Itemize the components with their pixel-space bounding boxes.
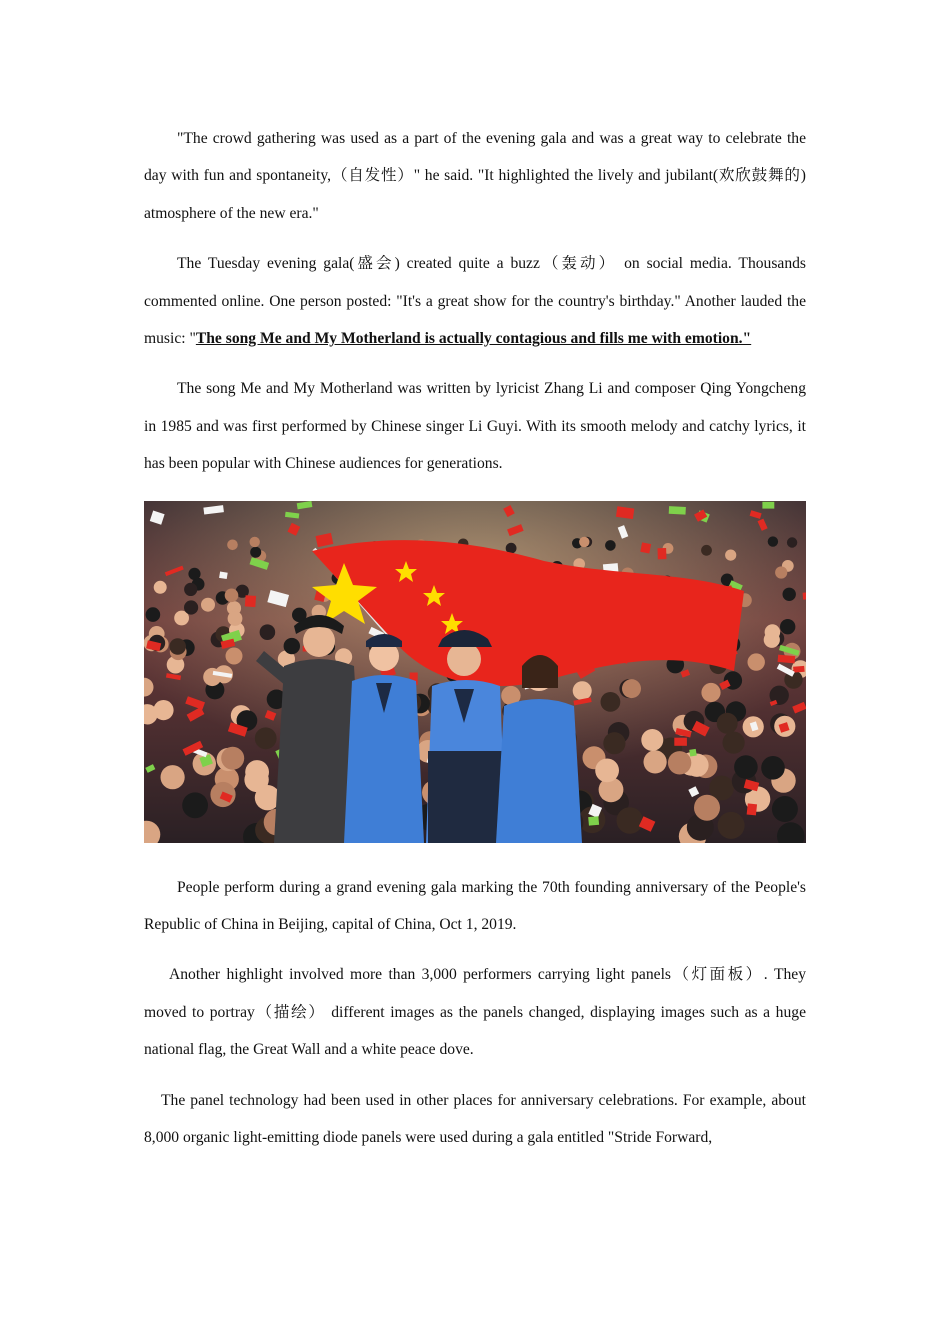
gala-photo-illustration — [144, 501, 806, 843]
crowd-head — [182, 792, 208, 818]
crowd-head — [644, 750, 667, 773]
crowd-head — [668, 751, 691, 774]
crowd-head — [221, 746, 244, 769]
crowd-flag-fleck — [245, 595, 256, 607]
crowd-flag-fleck — [674, 737, 687, 745]
crowd-head — [245, 760, 269, 784]
crowd-head — [617, 807, 644, 834]
crowd-head — [579, 536, 589, 546]
performer-head — [303, 625, 335, 657]
crowd-head — [734, 755, 758, 779]
paragraph-song-history: The song Me and My Motherland was written by lyricist Zhang Li and composer Qing Yongcheng in 1985 and was first performed by Chinese singer Li Guyi. With its smooth melody and catchy lyrics, it has been popular with Chinese audiences for generations. — [144, 380, 806, 473]
crowd-head — [775, 566, 787, 578]
crowd-head — [605, 540, 616, 551]
crowd-head — [255, 727, 277, 749]
photo-caption: People perform during a grand evening gala marking the 70th founding anniversary of the People's Republic of China in Beijing, capital of China, Oct 1, 2019. — [144, 878, 806, 934]
crowd-head — [694, 794, 720, 820]
crowd-head — [169, 638, 186, 655]
crowd-head — [748, 653, 765, 670]
crowd-head — [780, 619, 795, 634]
crowd-head — [161, 765, 185, 789]
crowd-flag-fleck — [669, 506, 686, 515]
article-body — [144, 120, 806, 1157]
crowd-flag-fleck — [588, 816, 599, 825]
crowd-flag-fleck — [793, 665, 805, 672]
crowd-flag-fleck — [747, 803, 757, 815]
crowd-head — [203, 668, 221, 686]
crowd-head — [718, 812, 745, 839]
crowd-head — [260, 624, 276, 640]
crowd-head — [573, 681, 592, 700]
crowd-head — [184, 600, 198, 614]
crowd-flag-fleck — [658, 548, 667, 559]
paragraph-gala-buzz — [144, 245, 806, 357]
crowd-head — [595, 758, 619, 782]
crowd-head — [225, 588, 239, 602]
crowd-head — [184, 582, 197, 595]
emphasized-quote: The song Me and My Motherland is actually contagious and fills me with emotion." — [195, 330, 752, 348]
crowd-head — [641, 729, 663, 751]
paragraph-light-panels: Another highlight involved more than 3,000 performers carrying light panels（灯面板）. They moved to portray（描绘） different images as the panels changed, displaying images such as a huge national flag, the Great Wall and a white peace dove. — [144, 966, 806, 1059]
crowd-flag-fleck — [762, 501, 774, 508]
crowd-flag-fleck — [689, 749, 697, 757]
crowd-head — [761, 756, 785, 780]
crowd-head — [601, 692, 621, 712]
crowd-head — [723, 731, 745, 753]
crowd-head — [622, 679, 641, 698]
crowd-head — [787, 537, 797, 547]
crowd-head — [603, 732, 625, 754]
crowd-head — [146, 607, 161, 622]
crowd-head — [725, 549, 736, 560]
crowd-flag-fleck — [778, 654, 796, 663]
performer-head — [447, 642, 481, 676]
crowd-head — [701, 683, 720, 702]
paragraph-gala-buzz-text: The Tuesday evening gala(盛会) created quite a buzz（轰动） on social media. Thousands commented online. One person posted: "It's a great show for the country's birthday." Another lauded the music: " — [144, 255, 806, 348]
crowd-head — [188, 567, 200, 579]
paragraph-quote: "The crowd gathering was used as a part of the evening gala and was a great way to celebrate the day with fun and spontaneity,（自发性）" he said. "It highlighted the lively and jubilant(欢欣鼓舞的) atmosphere of the new era." — [144, 130, 806, 222]
crowd-head — [783, 587, 796, 600]
paragraph-panel-technology: The panel technology had been used in other places for anniversary celebrations. For example, about 8,000 organic light-emitting diode panels were used during a gala entitled "Stride Forward, — [144, 1091, 806, 1147]
crowd-head — [701, 545, 712, 556]
crowd-head — [226, 647, 243, 664]
gala-photo — [144, 501, 806, 843]
crowd-flag-fleck — [219, 571, 228, 579]
crowd-head — [228, 611, 243, 626]
crowd-head — [764, 631, 780, 647]
crowd-head — [250, 546, 261, 557]
crowd-head — [201, 597, 215, 611]
crowd-head — [227, 539, 238, 550]
crowd-head — [250, 536, 260, 546]
crowd-head — [772, 796, 798, 822]
crowd-flag-fleck — [640, 542, 651, 553]
crowd-head — [717, 712, 738, 733]
performer-uniform — [496, 699, 582, 843]
crowd-head — [284, 638, 300, 654]
crowd-head — [154, 580, 167, 593]
crowd-head — [768, 536, 778, 546]
